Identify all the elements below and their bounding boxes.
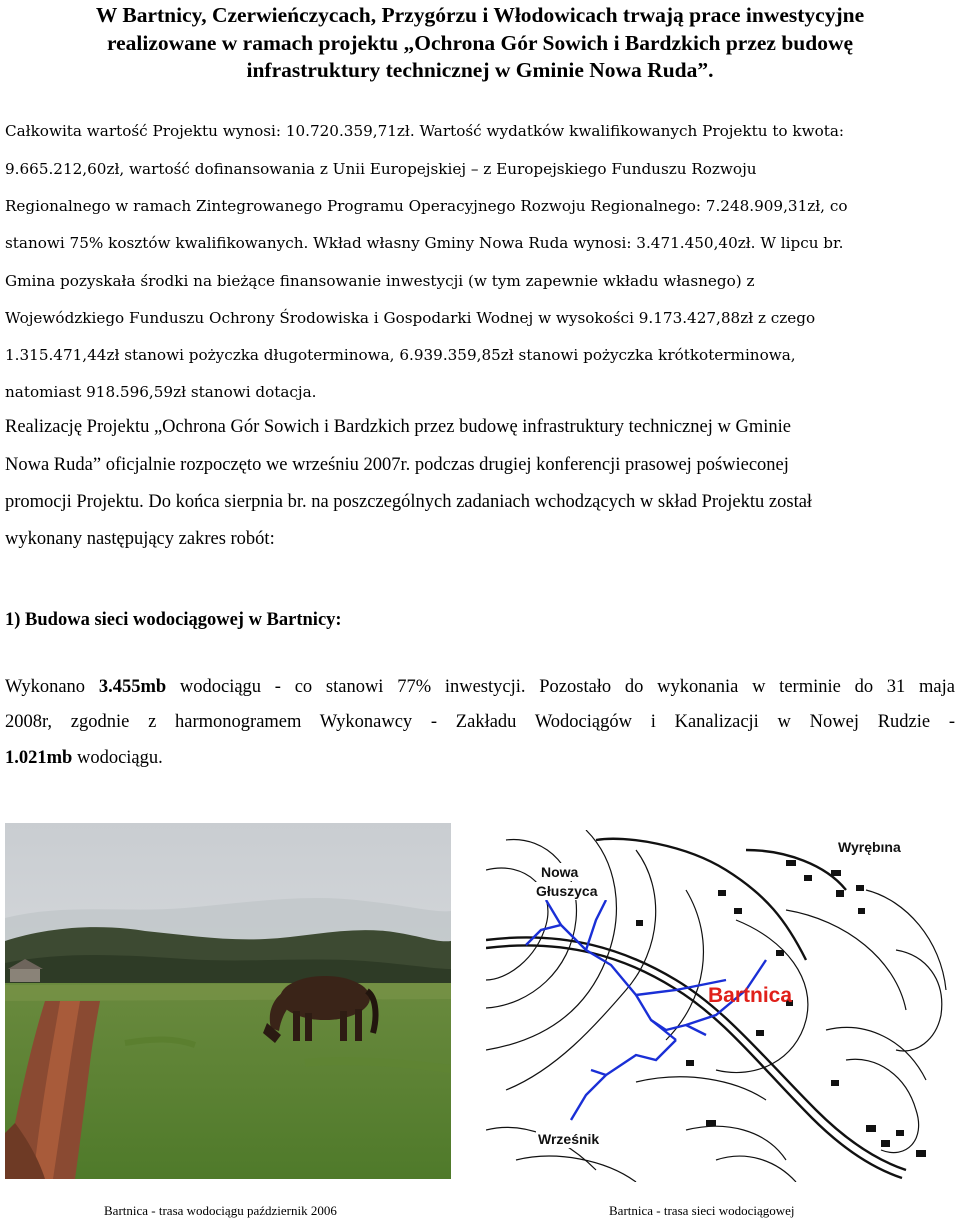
- paragraph1-line-4: stanowi 75% kosztów kwalifikowanych. Wkład własny Gminy Nowa Ruda wynosi: 3.471.450,40zł. W lipcu br.: [5, 234, 844, 252]
- document-title: [0, 2, 960, 85]
- paragraph2-line-3: promocji Projektu. Do końca sierpnia br. na poszczególnych zadaniach wchodzących w skład Projektu został: [5, 492, 813, 512]
- paragraph1-line-8: natomiast 918.596,59zł stanowi dotacja.: [5, 383, 317, 401]
- paragraph3-line-3: [5, 747, 163, 769]
- paragraph1-line-3: Regionalnego w ramach Zintegrowanego Programu Operacyjnego Rozwoju Regionalnego: 7.248.909,31zł, co: [5, 197, 848, 215]
- map-label-gluszyca: Głuszyca: [536, 883, 598, 899]
- p3-length-done: 3.455mb: [98, 677, 167, 697]
- paragraph1-line-1: Całkowita wartość Projektu wynosi: 10.720.359,71zł. Wartość wydatków kwalifikowanych Projektu to kwota:: [5, 122, 845, 140]
- p3-text-c: wodociągu.: [72, 748, 163, 768]
- caption-map: Bartnica - trasa sieci wodociągowej: [609, 1203, 795, 1218]
- paragraph1-line-5: Gmina pozyskała środki na bieżące finansowanie inwestycji (w tym zapewnie wkładu własnego) z: [5, 272, 755, 290]
- map-bartnica-network: [486, 830, 954, 1182]
- photo-horse-trench: [5, 823, 451, 1179]
- paragraph3-line-1: [5, 676, 955, 698]
- paragraph1-line-7: 1.315.471,44zł stanowi pożyczka długoterminowa, 6.939.359,85zł stanowi pożyczka krótkoterminowa,: [5, 346, 796, 364]
- paragraph1-line-2: 9.665.212,60zł, wartość dofinansowania z Unii Europejskiej – z Europejskiego Funduszu Rozwoju: [5, 160, 757, 178]
- map-label-wyrebina: Wyrębına: [838, 839, 901, 855]
- p3-text-b: wodociągu - co stanowi 77% inwestycji. Pozostało do wykonania w terminie do 31 maja: [166, 677, 955, 697]
- paragraph2-line-2: Nowa Ruda” oficjalnie rozpoczęto we wrześniu 2007r. podczas drugiej konferencji prasowej poświeconej: [5, 455, 789, 475]
- paragraph2-line-4: wykonany następujący zakres robót:: [5, 529, 275, 549]
- title-line-3: infrastruktury technicznej w Gminie Nowa Ruda”.: [246, 58, 714, 82]
- section-heading: 1) Budowa sieci wodociągowej w Bartnicy:: [5, 610, 342, 630]
- paragraph3-line-2: 2008r, zgodnie z harmonogramem Wykonawcy - Zakładu Wodociągów i Kanalizacji w Nowej Rudzie -: [5, 712, 955, 732]
- title-line-2: realizowane w ramach projektu „Ochrona Gór Sowich i Bardzkich przez budowę: [106, 30, 854, 55]
- map-label-nowa: Nowa: [541, 864, 579, 880]
- paragraph2-line-1: Realizację Projektu „Ochrona Gór Sowich i Bardzkich przez budowę infrastruktury technicznej w Gminie: [5, 417, 791, 437]
- p3-text-a: Wykonano: [5, 677, 99, 697]
- map-label-wrzesnik: Wrześnik: [538, 1131, 600, 1147]
- caption-photo: Bartnica - trasa wodociągu październik 2006: [104, 1203, 337, 1218]
- p3-length-remaining: 1.021mb: [5, 748, 73, 768]
- paragraph1-line-6: Wojewódzkiego Funduszu Ochrony Środowiska i Gospodarki Wodnej w wysokości 9.173.427,88zł z czego: [5, 309, 816, 327]
- title-line-1: W Bartnicy, Czerwieńczycach, Przygórzu i Włodowicach trwają prace inwestycyjne: [95, 3, 865, 27]
- map-label-bartnica: Bartnica: [708, 984, 793, 1007]
